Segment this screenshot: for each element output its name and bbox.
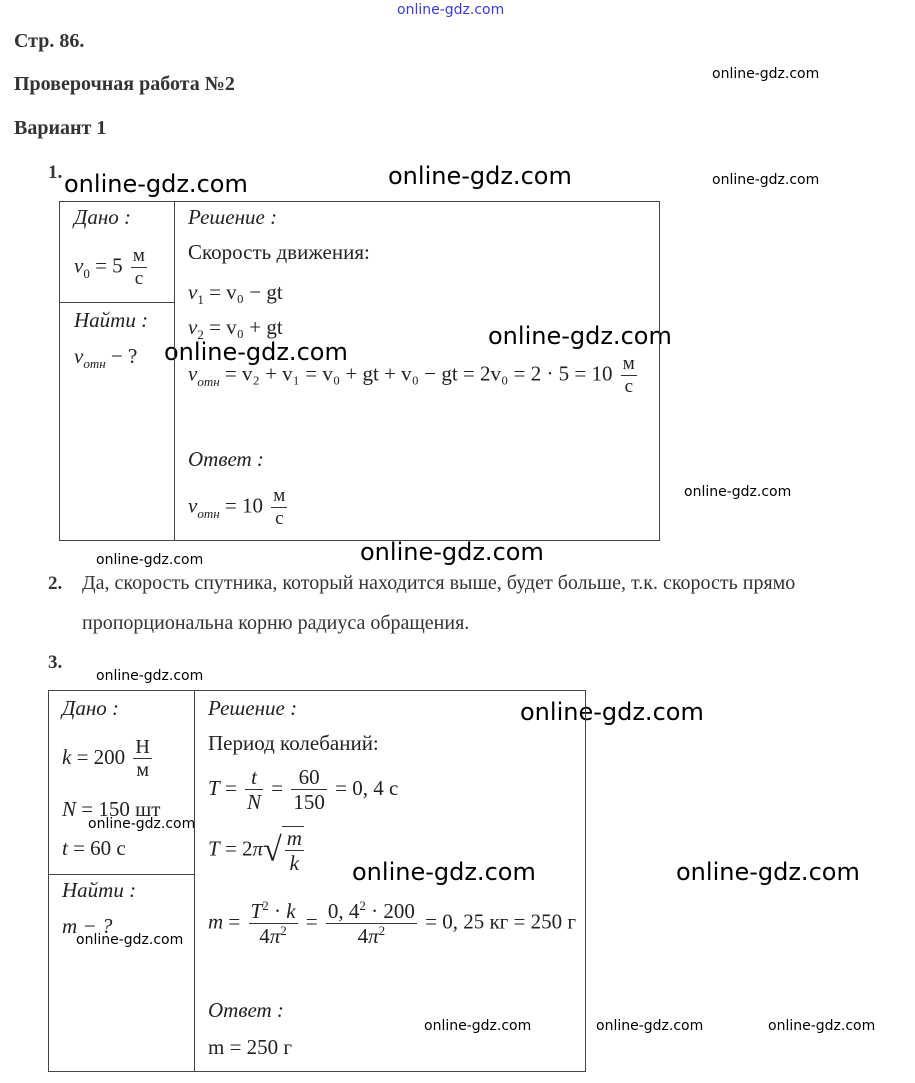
formula-mass: m = $\frac{T^2 \cdot k}{4\pi^2}$ = $\frac{0, 4^2 \cdot 200}{4\pi^2}$ = 0, 25 кг = 250 г [208, 898, 576, 949]
watermark: online-gdz.com [76, 932, 184, 948]
watermark: online-gdz.com [520, 698, 704, 726]
page-title: Проверочная работа №2 [14, 73, 235, 95]
watermark: online-gdz.com [64, 170, 248, 198]
table-divider [48, 874, 195, 875]
task-number: 2. [48, 573, 63, 594]
formula-period-spring: T = 2π√ $\frac{m}{k}$ [208, 826, 302, 876]
find-m: m − ? [62, 914, 113, 938]
watermark: online-gdz.com [596, 1018, 704, 1034]
formula-v2: $v_2 = v_0$ + gt [188, 315, 283, 343]
solution-label: Решение : [208, 696, 298, 720]
watermark: online-gdz.com [352, 858, 536, 886]
answer-label: Ответ : [208, 998, 284, 1022]
watermark-top: online-gdz.com [397, 2, 505, 18]
given-k: k = 200 $\frac{Н}{м}$ [62, 736, 150, 781]
watermark: online-gdz.com [768, 1018, 876, 1034]
page-number: Стр. 86. [14, 30, 85, 52]
period-heading: Период колебаний: [208, 731, 379, 755]
given-t: t = 60 с [62, 836, 126, 860]
watermark: online-gdz.com [164, 338, 348, 366]
watermark: online-gdz.com [88, 816, 196, 832]
watermark: online-gdz.com [712, 66, 820, 82]
table-divider [174, 201, 175, 541]
formula-v1: $v_1 = v_0$ − gt [188, 280, 283, 308]
given-n: N = 150 шт [62, 797, 161, 821]
watermark: online-gdz.com [488, 322, 672, 350]
task2-line1: Да, скорость спутника, который находится выше, будет больше, т.к. скорость прямо [82, 572, 796, 594]
answer-value: $v_{отн} = 10$ $\frac{м}{с}$ [188, 485, 286, 529]
answer-label: Ответ : [188, 447, 264, 471]
speed-heading: Скорость движения: [188, 240, 370, 264]
task-number: 3. [48, 652, 63, 673]
find-label: Найти : [74, 308, 149, 332]
given-label: Дано : [74, 205, 132, 229]
watermark: online-gdz.com [712, 172, 820, 188]
table-divider [59, 302, 175, 303]
answer-value: m = 250 г [208, 1035, 293, 1059]
given-label: Дано : [62, 696, 120, 720]
formula-vrel: $v_{отн} = v_2 + v_1 = v_0$ + gt + v₀ − gt = 2v₀ = 2 · 5 = 10 $\frac{м}{с}$ [188, 353, 635, 397]
find-label: Найти : [62, 878, 137, 902]
find-vrel: $v_{отн}$ − ? [74, 344, 138, 372]
solution-label: Решение : [188, 205, 278, 229]
table-divider [194, 690, 195, 1072]
watermark: online-gdz.com [676, 858, 860, 886]
variant-label: Вариант 1 [14, 117, 107, 139]
task-number: 1. [48, 162, 63, 183]
watermark: online-gdz.com [388, 162, 572, 190]
watermark: online-gdz.com [96, 668, 204, 684]
formula-period: T = $\frac{t}{N}$ = $\frac{60}{150}$ = 0, 4 с [208, 765, 399, 815]
task2-line2: пропорциональна корню радиуса обращения. [82, 612, 470, 634]
watermark: online-gdz.com [360, 538, 544, 566]
watermark: online-gdz.com [684, 484, 792, 500]
watermark: online-gdz.com [96, 552, 204, 568]
watermark: online-gdz.com [424, 1018, 532, 1034]
given-v0: $v_0 = 5$ $\frac{м}{с}$ [74, 245, 145, 289]
